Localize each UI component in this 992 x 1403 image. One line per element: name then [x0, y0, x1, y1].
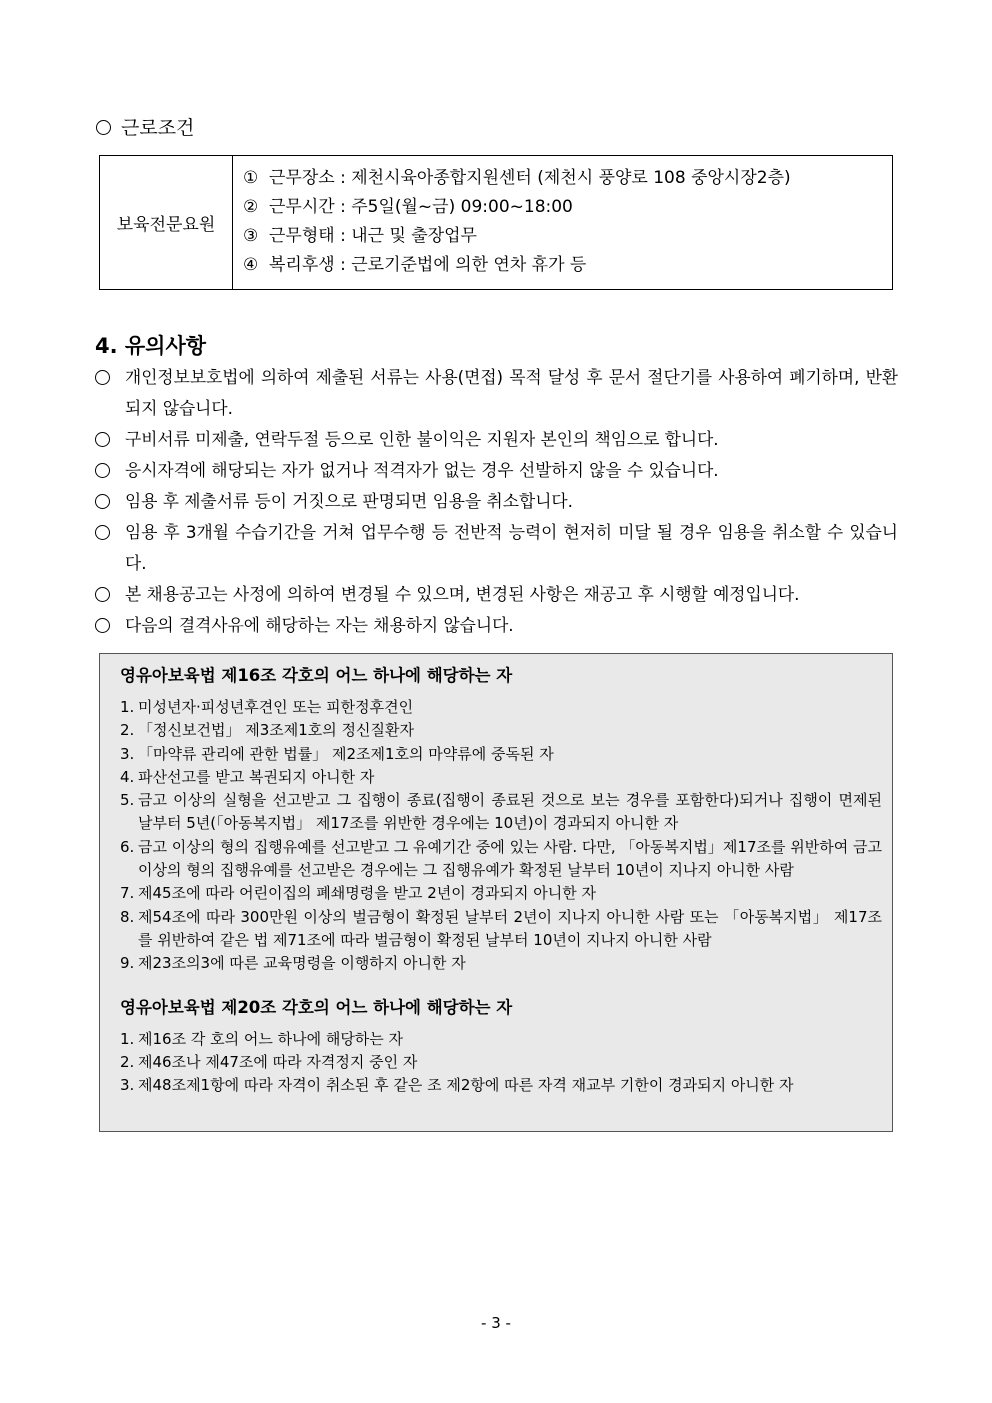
list-item	[120, 952, 882, 975]
note-item	[95, 517, 898, 579]
note-text: 구비서류 미제출, 연락두절 등으로 인한 불이익은 지원자 본인의 책임으로 합니다.	[125, 429, 719, 449]
item-text: 제46조나 제47조에 따라 자격정지 중인 자	[138, 1052, 418, 1071]
list-item	[120, 789, 882, 836]
circle-bullet-icon	[95, 432, 110, 447]
note-text: 다음의 결격사유에 해당하는 자는 채용하지 않습니다.	[125, 615, 514, 635]
detail-hours	[243, 193, 892, 222]
item-text: 금고 이상의 형의 집행유예를 선고받고 그 유예기간 중에 있는 사람. 다만, 「아동복지법」제17조를 위반하여 금고 이상의 형의 집행유예를 선고받은 경우에는 그 집행유예가 확정된 날부터 10년이 지나지 아니한 사람	[138, 837, 882, 880]
note-item	[95, 362, 898, 424]
working-conditions-table	[99, 155, 893, 290]
detail-number: ①	[243, 168, 259, 188]
article16-title: 영유아보육법 제16조 각호의 어느 하나에 해당하는 자	[120, 666, 513, 685]
working-conditions-row	[100, 156, 893, 290]
role-cell: 보육전문요원	[100, 156, 233, 290]
list-item	[120, 766, 882, 789]
item-number: 3.	[120, 744, 135, 763]
item-number: 1.	[120, 1029, 135, 1048]
detail-text: 근무장소 : 제천시육아종합지원센터 (제천시 풍양로 108 중앙시장2층)	[269, 168, 791, 188]
list-item	[120, 719, 882, 742]
item-number: 1.	[120, 698, 135, 716]
detail-number: ③	[243, 226, 259, 246]
note-item	[95, 455, 898, 486]
circle-bullet-icon	[95, 463, 110, 478]
note-text: 개인정보보호법에 의하여 제출된 서류는 사용(면접) 목적 달성 후 문서 절단기를 사용하여 폐기하며, 반환되지 않습니다.	[125, 367, 898, 418]
item-number: 9.	[120, 954, 135, 973]
circle-bullet-icon	[95, 618, 110, 633]
item-text: 「마약류 관리에 관한 법률」 제2조제1호의 마약류에 중독된 자	[138, 744, 554, 763]
article20-title: 영유아보육법 제20조 각호의 어느 하나에 해당하는 자	[120, 997, 513, 1017]
article16-list	[120, 696, 882, 976]
note-item	[95, 610, 898, 641]
detail-text: 근무시간 : 주5일(월~금) 09:00~18:00	[269, 197, 573, 217]
note-text: 임용 후 제출서류 등이 거짓으로 판명되면 임용을 취소합니다.	[125, 491, 573, 511]
notes-list	[95, 362, 898, 641]
detail-benefits	[243, 251, 892, 280]
circle-bullet-icon	[95, 494, 110, 509]
circle-bullet-icon	[95, 587, 110, 602]
item-number: 4.	[120, 767, 135, 786]
note-item	[95, 424, 898, 455]
circle-bullet-icon	[95, 370, 110, 385]
circle-bullet-icon	[95, 525, 110, 540]
item-text: 파산선고를 받고 복권되지 아니한 자	[138, 767, 375, 786]
list-item	[120, 1074, 882, 1097]
item-number: 7.	[120, 884, 135, 903]
item-number: 2.	[120, 721, 135, 740]
item-text: 제23조의3에 따른 교육명령을 이행하지 아니한 자	[138, 954, 466, 973]
detail-number: ②	[243, 197, 259, 217]
note-item	[95, 579, 898, 610]
note-text: 본 채용공고는 사정에 의하여 변경될 수 있으며, 변경된 사항은 재공고 후 시행할 예정입니다.	[125, 584, 800, 604]
note-item	[95, 486, 898, 517]
item-number: 6.	[120, 837, 135, 856]
list-item	[120, 882, 882, 905]
detail-text: 근무형태 : 내근 및 출장업무	[269, 226, 477, 246]
item-text: 제54조에 따라 300만원 이상의 벌금형이 확정된 날부터 2년이 지나지 아니한 사람 또는 「아동복지법」 제17조를 위반하여 같은 법 제71조에 따라 벌금형이 확정된 날부터 10년이 지나지 아니한 사람	[138, 907, 882, 949]
item-text: 금고 이상의 실형을 선고받고 그 집행이 종료(집행이 종료된 것으로 보는 경우를 포함한다)되거나 집행이 면제된 날부터 5년(「아동복지법」 제17조를 위반한 경우에는 10년)이 경과되지 아니한 자	[138, 791, 882, 833]
disqualification-box	[99, 653, 893, 1132]
detail-text: 복리후생 : 근로기준법에 의한 연차 휴가 등	[269, 255, 587, 275]
detail-work-type	[243, 222, 892, 251]
detail-number: ④	[243, 255, 259, 275]
list-item	[120, 906, 882, 953]
working-conditions-heading	[96, 116, 194, 140]
item-text: 제48조제1항에 따라 자격이 취소된 후 같은 조 제2항에 따른 자격 재교부 기한이 경과되지 아니한 자	[138, 1076, 794, 1095]
detail-workplace	[243, 164, 892, 193]
list-item	[120, 696, 882, 719]
item-number: 2.	[120, 1052, 135, 1071]
item-number: 8.	[120, 907, 135, 926]
working-conditions-heading-text: 근로조건	[121, 117, 195, 139]
page-number: - 3 -	[481, 1314, 511, 1332]
list-item	[120, 836, 882, 883]
list-item	[120, 743, 882, 766]
item-text: 「정신보건법」 제3조제1호의 정신질환자	[138, 721, 414, 740]
item-number: 5.	[120, 791, 135, 810]
note-text: 응시자격에 해당되는 자가 없거나 적격자가 없는 경우 선발하지 않을 수 있습니다.	[125, 460, 719, 480]
article20-list	[120, 1028, 882, 1098]
item-number: 3.	[120, 1076, 135, 1095]
circle-bullet-icon	[96, 120, 111, 135]
item-text: 미성년자·피성년후견인 또는 피한정후견인	[138, 698, 414, 716]
list-item	[120, 1051, 882, 1074]
item-text: 제16조 각 호의 어느 하나에 해당하는 자	[138, 1029, 404, 1048]
list-item	[120, 1028, 882, 1051]
item-text: 제45조에 따라 어린이집의 폐쇄명령을 받고 2년이 경과되지 아니한 자	[138, 884, 597, 903]
note-text: 임용 후 3개월 수습기간을 거쳐 업무수행 등 전반적 능력이 현저히 미달 될 경우 임용을 취소할 수 있습니다.	[125, 522, 898, 573]
notes-section-title: 4. 유의사항	[95, 334, 207, 358]
details-cell	[233, 156, 893, 290]
